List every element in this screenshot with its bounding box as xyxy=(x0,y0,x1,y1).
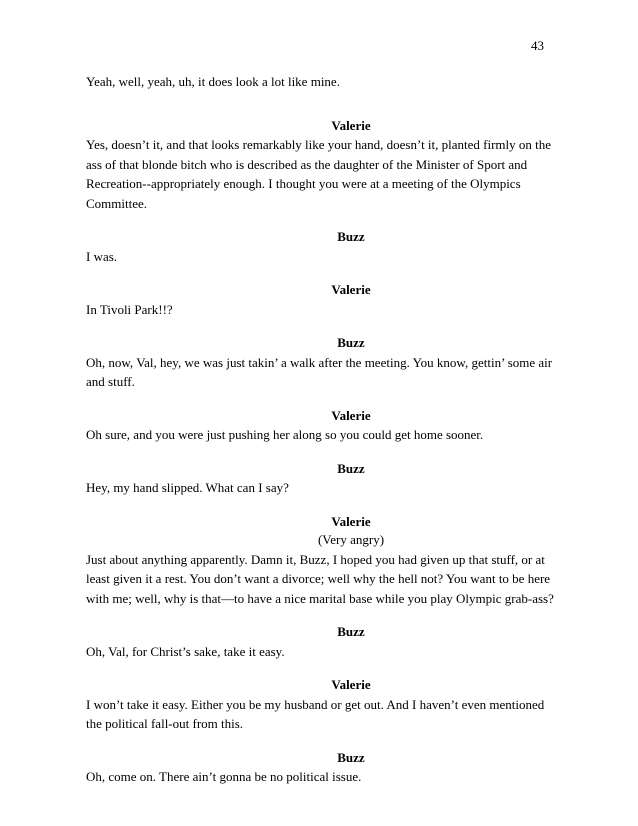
dialogue-line: I won’t take it easy. Either you be my husband or get out. And I haven’t even mentioned the political fall-out from this. xyxy=(86,696,545,731)
speaker-name: Valerie xyxy=(331,117,371,133)
dialogue-line: I was. xyxy=(86,248,118,264)
dialogue-block xyxy=(86,406,556,445)
dialogue-block xyxy=(86,622,556,661)
dialogue-line: Oh, Val, for Christ’s sake, take it easy. xyxy=(86,643,285,659)
speaker-name: Valerie xyxy=(331,282,371,297)
script-body xyxy=(86,72,556,787)
dialogue-block xyxy=(86,675,556,734)
speaker-name: Buzz xyxy=(337,624,365,639)
dialogue-block xyxy=(86,227,556,266)
dialogue-block xyxy=(86,333,556,392)
dialogue-line: Yeah, well, yeah, uh, it does look a lot like mine. xyxy=(86,74,340,89)
speaker-name: Valerie xyxy=(331,513,371,529)
speaker-name: Buzz xyxy=(337,749,365,765)
page-number: 43 xyxy=(531,38,544,53)
dialogue-block xyxy=(86,72,556,92)
dialogue-line: Oh, now, Val, hey, we was just takin’ a walk after the meeting. You know, gettin’ some air and stuff. xyxy=(86,354,553,389)
dialogue-line: Just about anything apparently. Damn it, Buzz, I hoped you had given up that stuff, or at least given it a rest. You don’t want a divorce; well why the hell not? You want to be here with me; well, why is that—to have a nice marital base while you play Olympic grab-ass? xyxy=(86,551,554,606)
dialogue-block xyxy=(86,116,556,214)
speaker-name: Buzz xyxy=(337,460,365,476)
speaker-name: Buzz xyxy=(337,229,365,244)
dialogue-line: Oh, come on. There ain’t gonna be no political issue. xyxy=(86,769,362,784)
dialogue-block xyxy=(86,748,556,787)
speaker-name: Valerie xyxy=(331,677,371,692)
dialogue-line: In Tivoli Park!!? xyxy=(86,301,173,317)
dialogue-block xyxy=(86,459,556,498)
parenthetical: (Very angry) xyxy=(317,532,385,547)
speaker-name: Buzz xyxy=(337,335,365,350)
dialogue-line: Oh sure, and you were just pushing her along so you could get home sooner. xyxy=(86,427,484,442)
speaker-name: Valerie xyxy=(331,407,371,423)
dialogue-block xyxy=(86,280,556,319)
dialogue-block xyxy=(86,512,556,609)
dialogue-line: Hey, my hand slipped. What can I say? xyxy=(86,480,289,495)
dialogue-line: Yes, doesn’t it, and that looks remarkably like your hand, doesn’t it, planted firmly on the ass of that blonde bitch who is described as the daughter of the Minister of Sport and Recreation--appropriately enough. I thought you were at a meeting of the Olympics Committee. xyxy=(86,137,552,211)
